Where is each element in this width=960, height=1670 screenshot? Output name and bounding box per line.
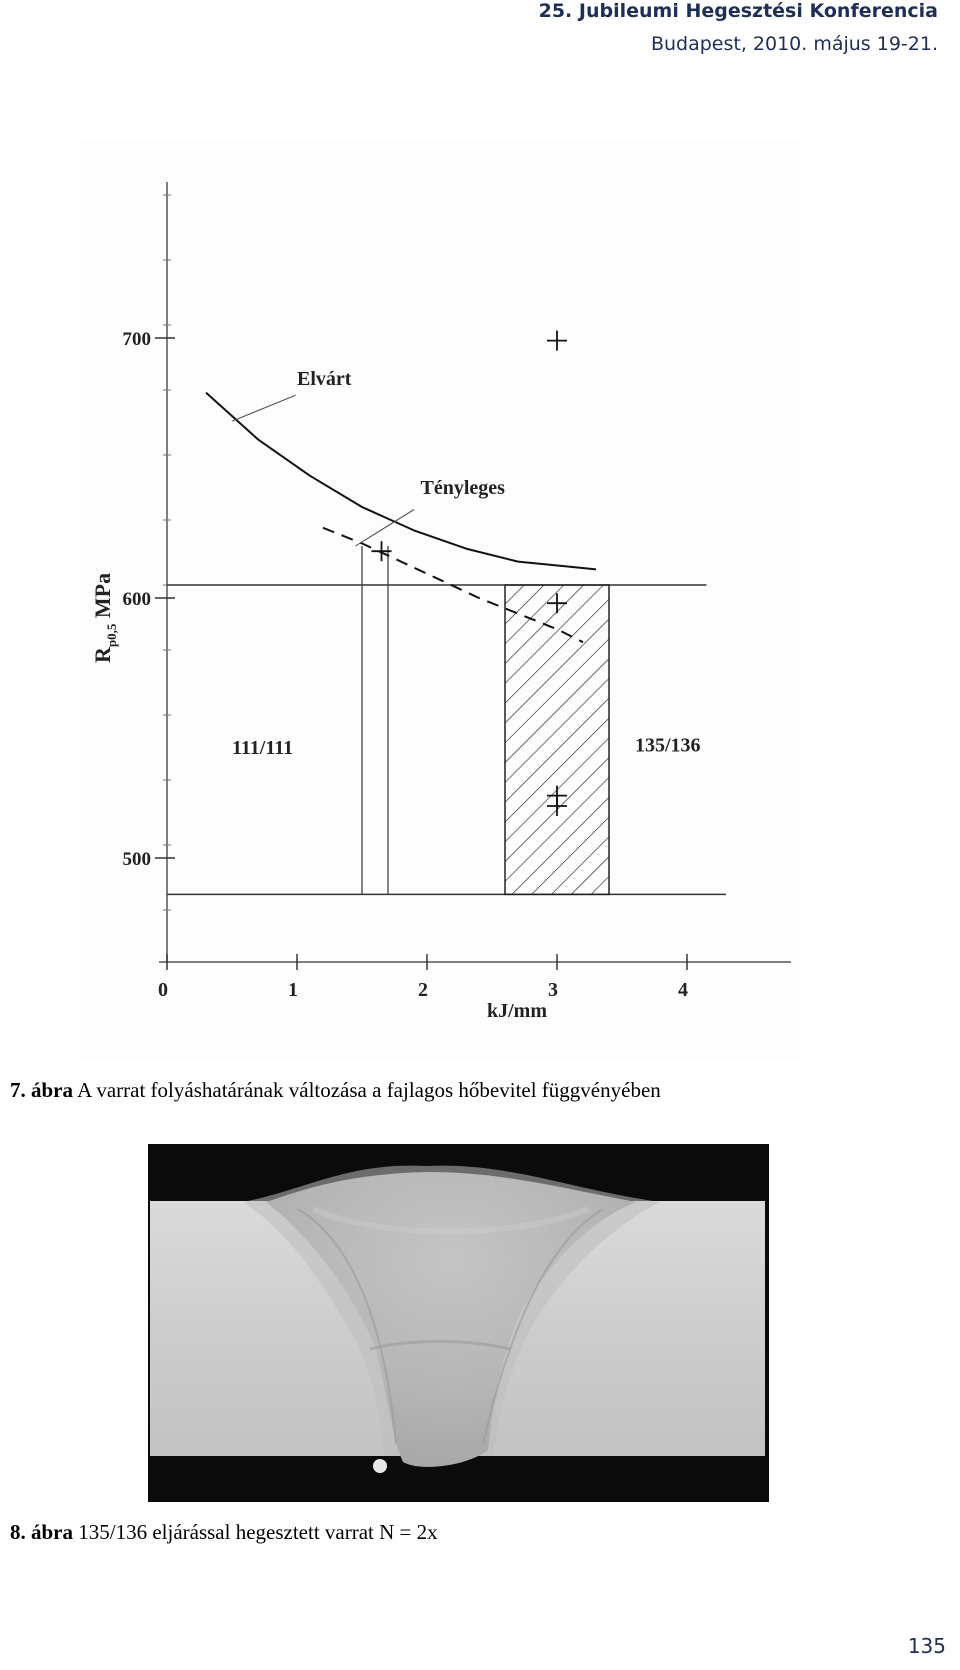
x-tick-label: 1 xyxy=(288,979,298,1001)
spatter-dot xyxy=(373,1459,387,1473)
annotation-111-111: 111/111 xyxy=(232,737,294,759)
figure8-caption xyxy=(10,1520,438,1545)
y-tick-label: 600 xyxy=(122,589,151,610)
y-tick-label: 500 xyxy=(122,849,151,870)
x-tick-label: 0 xyxy=(158,979,168,1001)
weld-cross-section-photo xyxy=(148,1144,769,1502)
figure7-caption xyxy=(10,1078,661,1103)
annotation-135-136: 135/136 xyxy=(635,734,701,757)
chart-background xyxy=(80,140,800,1060)
annotation-elvart: Elvárt xyxy=(297,367,352,390)
figure8-caption-number: 8. ábra xyxy=(10,1520,73,1544)
y-tick-label: 700 xyxy=(122,329,151,350)
weld-cross-section-illustration xyxy=(148,1144,769,1502)
conference-title: 25. Jubileumi Hegesztési Konferencia xyxy=(538,0,938,22)
x-tick-label: 2 xyxy=(418,979,428,1001)
region-135-136-hatched xyxy=(505,585,609,894)
figure7-caption-text: A varrat folyáshatárának változása a fajlagos hőbevitel függvényében xyxy=(73,1078,661,1102)
conference-place-date: Budapest, 2010. május 19-21. xyxy=(650,33,938,55)
figure7-caption-number: 7. ábra xyxy=(10,1078,73,1102)
figure8-caption-text: 135/136 eljárással hegesztett varrat N = 2x xyxy=(73,1520,438,1544)
y-axis-label: $R_{p0,5}$ MPa xyxy=(90,572,119,663)
x-tick-label: 4 xyxy=(678,979,688,1001)
annotation-tenyleges: Tényleges xyxy=(420,477,505,499)
x-tick-label: 3 xyxy=(548,979,558,1001)
x-axis-label: kJ/mm xyxy=(487,1000,547,1022)
page-number: 135 xyxy=(907,1634,946,1658)
